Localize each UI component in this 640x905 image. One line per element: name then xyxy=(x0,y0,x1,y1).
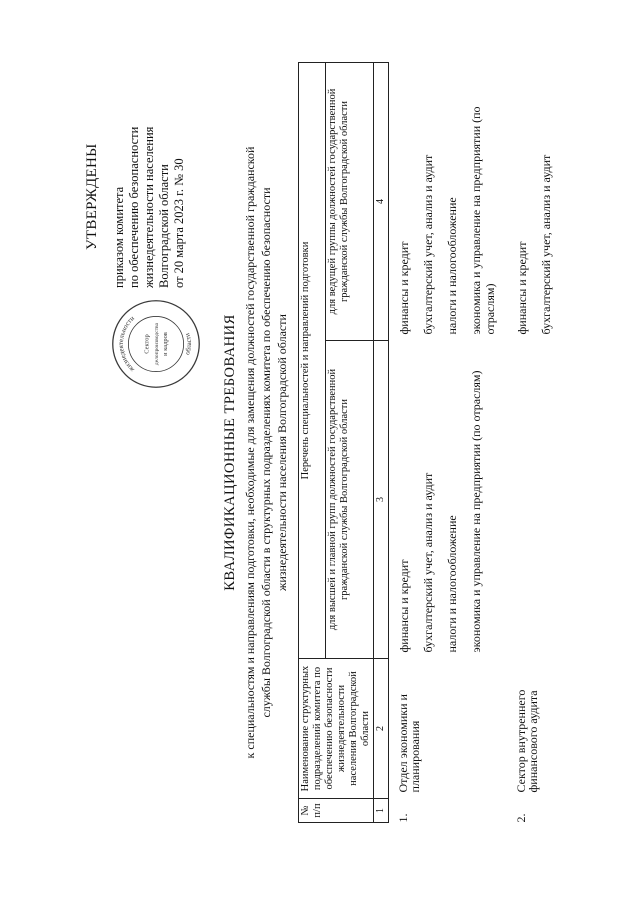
stamp-top-text: жизнедеятельности xyxy=(117,315,136,373)
approval-line-3: жизнедеятельности населения xyxy=(142,126,156,288)
row-2-higher xyxy=(507,341,563,659)
col-number-1: 1 xyxy=(374,799,389,823)
approval-line-2: по обеспечению безопасности xyxy=(127,126,141,288)
row-1-higher-spec-3: налоги и налогообложение xyxy=(445,515,459,653)
table-row xyxy=(389,62,508,822)
header-leading: для ведущей группы должностей государственной гражданской службы Волгоградской области xyxy=(325,62,373,340)
table-row xyxy=(507,62,563,822)
approval-title: УТВЕРЖДЕНЫ xyxy=(84,143,100,250)
col-number-4: 4 xyxy=(374,62,389,340)
header-group: Перечень специальностей и направлений подготовки xyxy=(299,62,326,658)
document-subtitle-line-2: службы Волгоградской области в структурных подразделениях комитета по обеспечению безопасности xyxy=(259,187,273,718)
row-1-higher-spec-4: экономика и управление на предприятии (по отраслям) xyxy=(469,370,483,653)
stamp-center-line-1: Сектор xyxy=(143,334,151,354)
document-subtitle-line-3: жизнедеятельности населения Волгоградской области xyxy=(275,314,289,591)
header-unit: Наименование структурных подразделений комитета по обеспечению безопасности жизнедеятельности населения Волгоградской области xyxy=(299,659,374,799)
row-2-leading-spec-1: финансы и кредит xyxy=(515,241,529,335)
row-1-num: 1. xyxy=(396,813,410,823)
stamp-center-line-2: делопроизводства xyxy=(153,322,160,366)
header-num: № п/п xyxy=(299,799,374,823)
document-subtitle-line-1: к специальностям и направлениям подготовки, необходимые для замещения должностей государственной гражданской xyxy=(243,146,257,759)
stamp-center-line-3: и кадров xyxy=(162,332,170,356)
svg-text:области xyxy=(184,332,193,356)
approval-line-4: Волгоградской области xyxy=(157,164,171,288)
header-higher: для высшей и главной групп должностей государственной гражданской службы Волгоградской области xyxy=(325,341,373,659)
row-1-leading-spec-2: бухгалтерский учет, анализ и аудит xyxy=(421,154,435,335)
svg-text:жизнедеятельности xyxy=(118,315,137,374)
requirements-table xyxy=(298,62,563,823)
approval-line-5: от 20 марта 2023 г. № 30 xyxy=(172,158,186,288)
col-number-3: 3 xyxy=(374,341,389,659)
document-title: КВАЛИФИКАЦИОННЫЕ ТРЕБОВАНИЯ xyxy=(222,314,238,591)
row-1-higher-spec-1: финансы и кредит xyxy=(397,559,411,653)
row-2-leading xyxy=(507,62,563,340)
table-header-row xyxy=(299,62,326,822)
row-1-leading-spec-1: финансы и кредит xyxy=(397,241,411,335)
row-1-higher xyxy=(389,341,508,659)
row-1-unit: Отдел экономики и планирования xyxy=(396,694,422,793)
row-2-unit: Сектор внутреннего финансового аудита xyxy=(514,689,540,793)
row-1-higher-spec-2: бухгалтерский учет, анализ и аудит xyxy=(421,472,435,653)
approval-line-1: приказом комитета xyxy=(112,186,126,288)
official-stamp xyxy=(110,298,202,390)
row-1-leading-spec-3: налоги и налогообложение xyxy=(445,197,459,335)
row-1-leading-spec-4: экономика и управление на предприятии (по отраслям) xyxy=(469,106,497,335)
table-column-numbers-row xyxy=(374,62,389,822)
stamp-bottom-text: области xyxy=(184,332,193,356)
col-number-2: 2 xyxy=(374,659,389,799)
row-1-leading xyxy=(389,62,508,340)
row-2-leading-spec-2: бухгалтерский учет, анализ и аудит xyxy=(539,154,553,335)
row-2-num: 2. xyxy=(514,813,528,823)
